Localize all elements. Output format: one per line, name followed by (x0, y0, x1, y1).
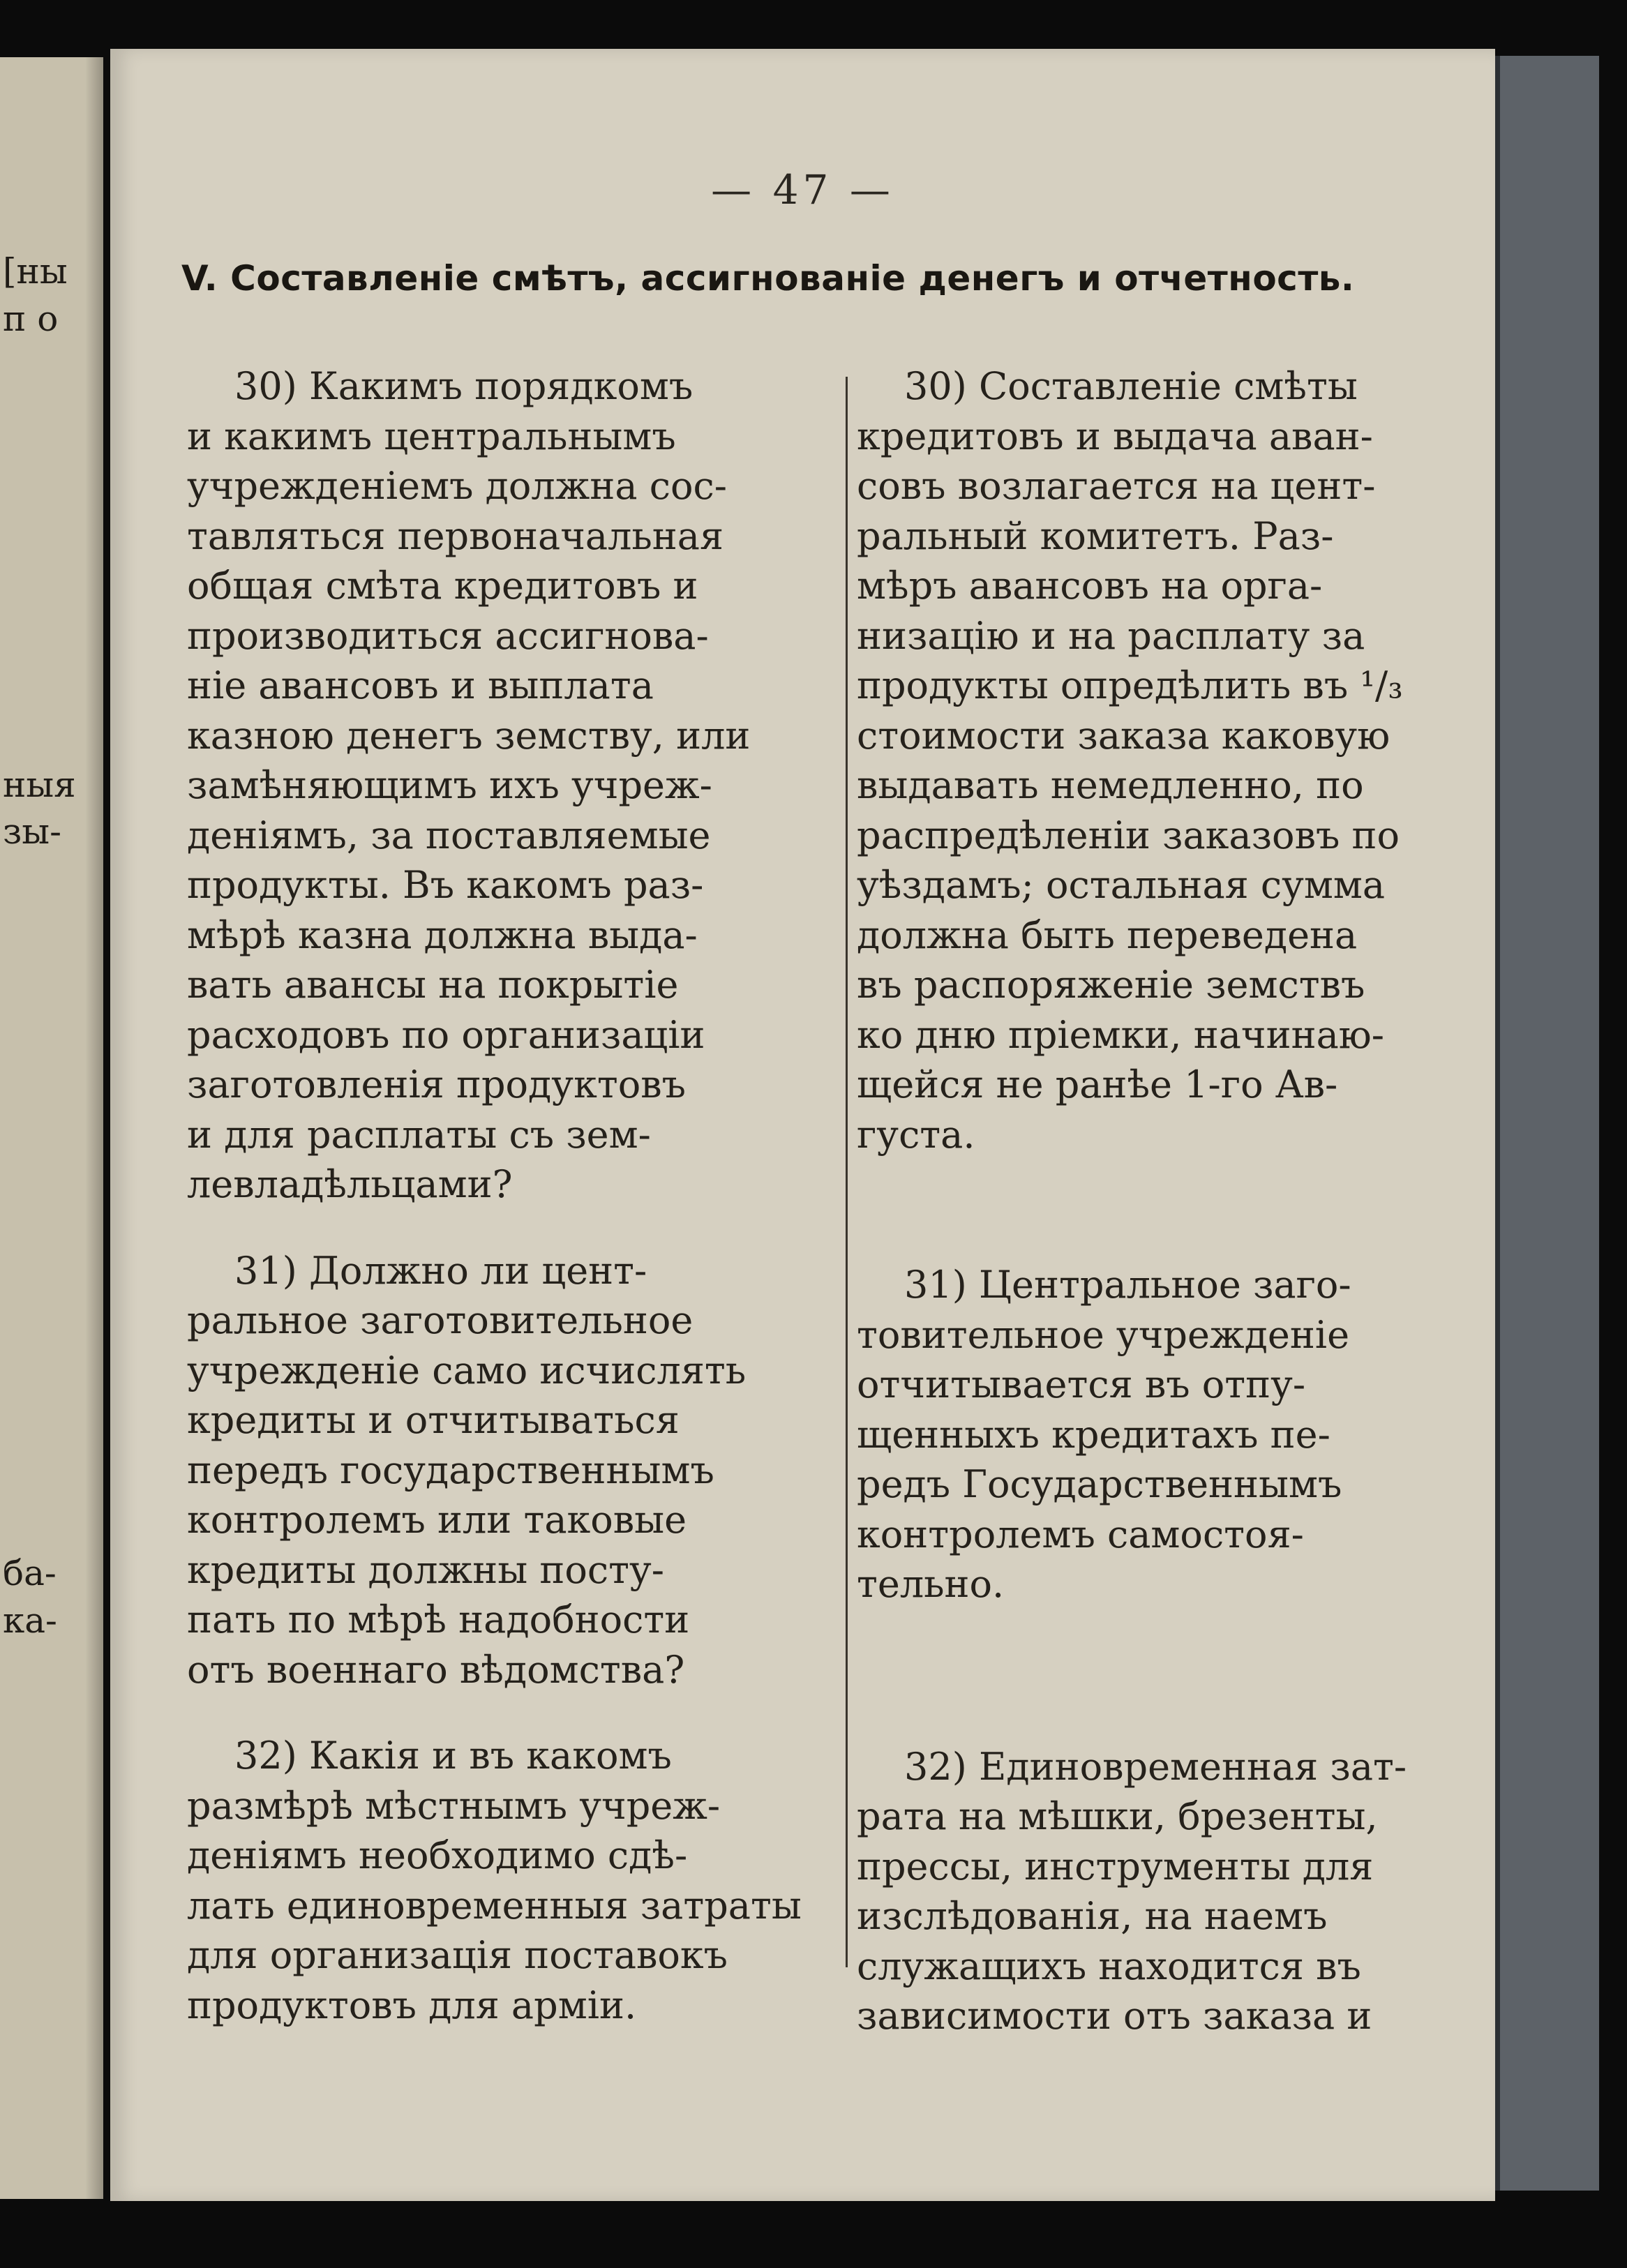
text-line: деніямъ, за поставляемые (187, 813, 711, 857)
text-line: учрежденіемъ должна сос- (187, 464, 727, 508)
text-line: распредѣленіи заказовъ по (857, 813, 1400, 857)
text-line: и какимъ центральнымъ (187, 414, 676, 458)
answers-column (857, 361, 1407, 2041)
left-page-edge (0, 57, 103, 2199)
text-line: изслѣдованія, на наемъ (857, 1894, 1328, 1938)
gutter-shadow (85, 57, 103, 2199)
text-line: густа. (857, 1112, 975, 1157)
text-line: казною денегъ земству, или (187, 713, 751, 758)
question-31 (187, 1246, 833, 1695)
text-line: продукты опредѣлить въ ¹/₃ (857, 663, 1403, 707)
text-line: стоимости заказа каковую (857, 713, 1390, 758)
text-line: контролемъ или таковые (187, 1498, 687, 1542)
text-line: щейся не ранѣе 1-го Ав- (857, 1062, 1338, 1106)
answer-32 (857, 1742, 1407, 2041)
text-line: учрежденіе само исчислять (187, 1348, 747, 1392)
text-line: левладѣльцами? (187, 1162, 513, 1206)
text-line: отчитывается въ отпу- (857, 1362, 1306, 1406)
text-line: зависимости отъ заказа и (857, 1994, 1372, 2038)
text-line: пать по мѣрѣ надобности (187, 1598, 690, 1642)
text-line: совъ возлагается на цент- (857, 464, 1376, 508)
text-line: для организація поставокъ (187, 1933, 728, 1977)
text-line: 30) Какимъ порядкомъ (234, 364, 693, 408)
text-line: кредиты должны посту- (187, 1547, 665, 1592)
text-line: и для расплаты съ зем- (187, 1112, 651, 1157)
text-line: въ распоряженіе земствъ (857, 963, 1365, 1007)
text-line: расходовъ по организаціи (187, 1012, 705, 1057)
book-cover-edge (1494, 56, 1599, 2191)
cover-edge-line (1494, 56, 1500, 2191)
text-line: продуктовъ для арміи. (187, 1983, 637, 2027)
text-line: общая смѣта кредитовъ и (187, 564, 698, 608)
text-line: щенныхъ кредитахъ пе- (857, 1412, 1330, 1457)
text-line: вать авансы на покрытіе (187, 963, 679, 1007)
text-line: лать единовременныя затраты (187, 1883, 802, 1928)
left-page-fragment: ба- (3, 1553, 57, 1593)
answer-31 (857, 1260, 1397, 1609)
column-divider (846, 377, 848, 1967)
text-line: отъ военнаго вѣдомства? (187, 1647, 685, 1692)
text-line: товительное учрежденіе (857, 1312, 1350, 1357)
text-line: 30) Составленіе смѣты (904, 364, 1358, 408)
text-line: кредиты и отчитываться (187, 1398, 680, 1442)
page-number: — 47 — (711, 166, 894, 213)
text-line: кредитовъ и выдача аван- (857, 414, 1373, 458)
text-line: деніямъ необходимо сдѣ- (187, 1833, 688, 1877)
text-line: редъ Государственнымъ (857, 1462, 1342, 1506)
question-32 (187, 1731, 833, 2030)
text-line: должна быть переведена (857, 913, 1358, 957)
text-line: прессы, инструменты для (857, 1844, 1374, 1888)
text-line: ральный комитетъ. Раз- (857, 513, 1334, 558)
text-line: низацію и на расплату за (857, 613, 1365, 658)
questions-column (187, 361, 833, 2030)
left-page-fragment: п о (3, 299, 59, 339)
text-line: продукты. Въ какомъ раз- (187, 863, 704, 907)
left-page-fragment: ка- (3, 1600, 57, 1641)
text-line: 31) Должно ли цент- (234, 1248, 647, 1293)
section-heading: V. Составленіе смѣтъ, ассигнованіе денегъ и отчетность. (181, 258, 1355, 299)
text-line: заготовленія продуктовъ (187, 1062, 686, 1106)
text-line: 32) Единовременная зат- (904, 1744, 1407, 1789)
text-line: 31) Центральное заго- (904, 1263, 1351, 1307)
text-line: ко дню пріемки, начинаю- (857, 1012, 1385, 1057)
text-line: уѣздамъ; остальная сумма (857, 863, 1386, 907)
text-line: тавляться первоначальная (187, 513, 724, 558)
book-page (110, 49, 1495, 2201)
text-line: мѣръ авансовъ на орга- (857, 564, 1323, 608)
left-page-fragment: ныя (3, 765, 76, 805)
text-line: мѣрѣ казна должна выда- (187, 913, 698, 957)
text-line: размѣрѣ мѣстнымъ учреж- (187, 1783, 721, 1828)
text-line: служащихъ находится въ (857, 1944, 1361, 1988)
text-line: тельно. (857, 1562, 1005, 1606)
text-line: ніе авансовъ и выплата (187, 663, 654, 707)
text-line: ральное заготовительное (187, 1298, 693, 1342)
text-line: передъ государственнымъ (187, 1448, 714, 1492)
question-30 (187, 361, 833, 1210)
text-line: 32) Какія и въ какомъ (234, 1734, 672, 1778)
text-line: замѣняющимъ ихъ учреж- (187, 763, 712, 807)
answer-30 (857, 361, 1403, 1159)
text-line: контролемъ самостоя- (857, 1512, 1304, 1556)
left-page-fragment: зы- (3, 811, 61, 852)
text-line: выдавать немедленно, по (857, 763, 1364, 807)
left-page-fragment: [ны (3, 251, 68, 292)
text-line: производиться ассигнова- (187, 613, 709, 658)
text-line: рата на мѣшки, брезенты, (857, 1794, 1378, 1838)
